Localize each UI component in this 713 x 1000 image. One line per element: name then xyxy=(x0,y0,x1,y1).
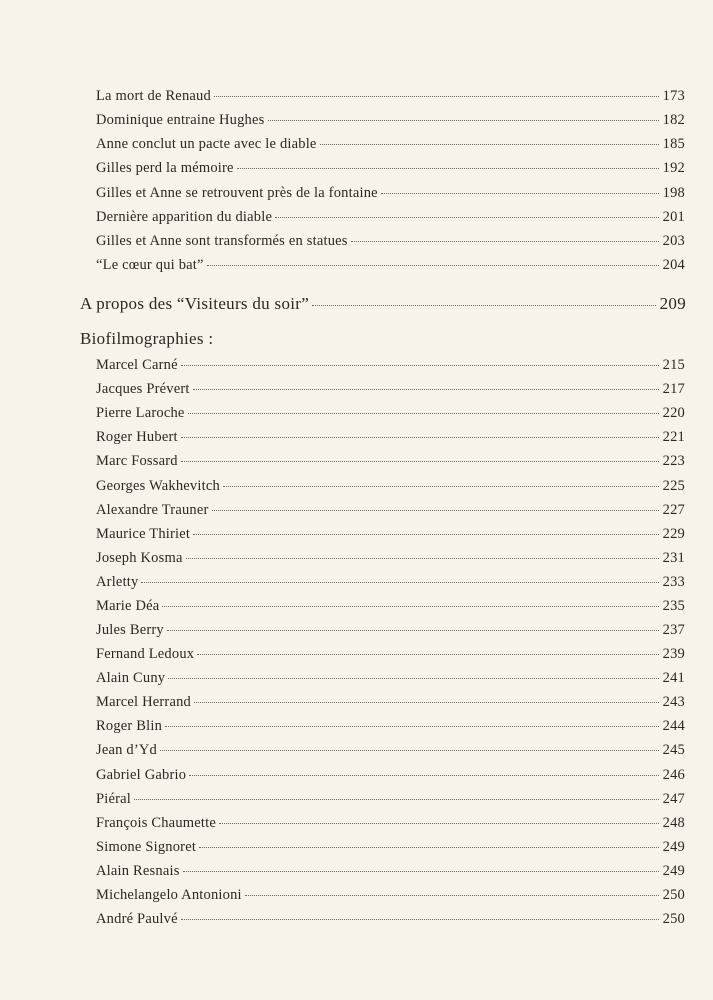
dot-leader xyxy=(189,775,658,776)
dot-leader xyxy=(193,389,659,390)
toc-entry-page-number: 192 xyxy=(662,160,685,176)
toc-entry-page-number: 245 xyxy=(662,742,685,758)
dot-leader xyxy=(312,305,656,306)
toc-entry-title: Piéral xyxy=(96,791,132,807)
toc-entry-title: Gabriel Gabrio xyxy=(96,767,187,783)
toc-entry xyxy=(96,887,685,904)
toc-entry-title: Jacques Prévert xyxy=(96,381,190,397)
toc-entry-page-number: 198 xyxy=(662,185,685,201)
toc-entry-title: La mort de Renaud xyxy=(96,88,211,104)
toc-entry-page-number: 244 xyxy=(662,718,685,734)
dot-leader xyxy=(181,919,659,920)
toc-entry-page-number: 182 xyxy=(662,112,685,128)
dot-leader xyxy=(188,413,659,414)
toc-entry-title: François Chaumette xyxy=(96,815,216,831)
toc-entry xyxy=(96,381,685,398)
toc-entry-title: Marcel Carné xyxy=(96,357,178,373)
toc-entry-page-number: 225 xyxy=(662,478,685,494)
dot-leader xyxy=(268,120,659,121)
toc-entry-title: André Paulvé xyxy=(96,911,178,927)
toc-entry xyxy=(96,815,685,832)
toc-entry-page-number: 173 xyxy=(662,88,685,104)
toc-entry-page-number: 204 xyxy=(662,257,685,273)
toc-entry xyxy=(96,839,685,856)
toc-entry-title: “Le cœur qui bat” xyxy=(96,257,204,273)
toc-entry xyxy=(96,670,685,687)
dot-leader xyxy=(351,241,659,242)
toc-entry xyxy=(96,718,685,735)
dot-leader xyxy=(245,895,659,896)
toc-entry-title: Georges Wakhevitch xyxy=(96,478,220,494)
dot-leader xyxy=(320,144,659,145)
toc-entry-title: Maurice Thiriet xyxy=(96,526,191,542)
toc-entry xyxy=(96,574,685,591)
dot-leader xyxy=(223,486,659,487)
toc-entry xyxy=(96,185,685,202)
toc-entry-page-number: 185 xyxy=(662,136,685,152)
toc-entry-page-number: 220 xyxy=(662,405,685,421)
dot-leader xyxy=(141,582,658,583)
dot-leader xyxy=(181,437,659,438)
toc-entry xyxy=(96,257,685,274)
toc-section-entry xyxy=(80,294,686,314)
toc-entry xyxy=(96,550,685,567)
dot-leader xyxy=(212,510,659,511)
toc-entry xyxy=(96,233,685,250)
dot-leader xyxy=(181,461,659,462)
toc-entry-title: Gilles perd la mémoire xyxy=(96,160,234,176)
toc-entry xyxy=(96,767,685,784)
toc-entry-page-number: 249 xyxy=(662,863,685,879)
toc-entry-page-number: 247 xyxy=(662,791,685,807)
toc-entry-page-number: 223 xyxy=(662,453,685,469)
toc-entry-title: Marcel Herrand xyxy=(96,694,191,710)
toc-entry xyxy=(96,911,685,928)
toc-entry-page-number: 235 xyxy=(662,598,685,614)
toc-entry-title: Arletty xyxy=(96,574,139,590)
toc-entry-page-number: 231 xyxy=(662,550,685,566)
dot-leader xyxy=(237,168,659,169)
dot-leader xyxy=(199,847,659,848)
toc-entry xyxy=(96,622,685,639)
toc-entry-title: Jules Berry xyxy=(96,622,164,638)
dot-leader xyxy=(219,823,659,824)
toc-entry xyxy=(96,478,685,495)
toc-entry xyxy=(96,598,685,615)
toc-entry xyxy=(96,453,685,470)
toc-entry xyxy=(96,112,685,129)
toc-entry-page-number: 233 xyxy=(662,574,685,590)
toc-entry-page-number: 201 xyxy=(662,209,685,225)
toc-entry-page-number: 239 xyxy=(662,646,685,662)
toc-entry-title: Jean d’Yd xyxy=(96,742,157,758)
dot-leader xyxy=(134,799,659,800)
toc-entry xyxy=(96,160,685,177)
toc-entry-title: Joseph Kosma xyxy=(96,550,183,566)
toc-entry xyxy=(96,742,685,759)
toc-entry-title: Gilles et Anne se retrouvent près de la fontaine xyxy=(96,185,378,201)
dot-leader xyxy=(194,702,659,703)
toc-entry-title: Anne conclut un pacte avec le diable xyxy=(96,136,317,152)
toc-entry-title: Alain Resnais xyxy=(96,863,180,879)
dot-leader xyxy=(193,534,659,535)
dot-leader xyxy=(197,654,658,655)
toc-entry-title: Michelangelo Antonioni xyxy=(96,887,242,903)
toc-entry-title: Alain Cuny xyxy=(96,670,166,686)
toc-entry-title: Marie Déa xyxy=(96,598,160,614)
dot-leader xyxy=(186,558,659,559)
toc-entry-title: Marc Fossard xyxy=(96,453,178,469)
dot-leader xyxy=(165,726,659,727)
toc-entry xyxy=(96,526,685,543)
toc-section-page-number: 209 xyxy=(659,294,686,313)
toc-entry xyxy=(96,646,685,663)
dot-leader xyxy=(162,606,658,607)
dot-leader xyxy=(381,193,659,194)
toc-entry xyxy=(96,136,685,153)
dot-leader xyxy=(183,871,659,872)
toc-entry-page-number: 250 xyxy=(662,911,685,927)
dot-leader xyxy=(167,630,659,631)
toc-entry-page-number: 248 xyxy=(662,815,685,831)
toc-entry-title: Simone Signoret xyxy=(96,839,197,855)
toc-entry-title: Gilles et Anne sont transformés en statues xyxy=(96,233,348,249)
section-heading: Biofilmographies : xyxy=(80,329,214,348)
toc-entry xyxy=(96,405,685,422)
toc-entry-page-number: 250 xyxy=(662,887,685,903)
toc-entry-title: Dernière apparition du diable xyxy=(96,209,273,225)
toc-entry-page-number: 243 xyxy=(662,694,685,710)
toc-entry-page-number: 203 xyxy=(662,233,685,249)
toc-entry-page-number: 241 xyxy=(662,670,685,686)
dot-leader xyxy=(160,750,659,751)
toc-entry-page-number: 229 xyxy=(662,526,685,542)
toc-entry-page-number: 249 xyxy=(662,839,685,855)
toc-entry-title: Alexandre Trauner xyxy=(96,502,209,518)
toc-entry xyxy=(96,88,685,105)
toc-entry xyxy=(96,502,685,519)
toc-entry-page-number: 246 xyxy=(662,767,685,783)
toc-entry xyxy=(96,429,685,446)
toc-section-title: A propos des “Visiteurs du soir” xyxy=(80,294,310,313)
toc-entry-title: Roger Hubert xyxy=(96,429,178,445)
dot-leader xyxy=(181,365,659,366)
toc-entry-page-number: 237 xyxy=(662,622,685,638)
dot-leader xyxy=(207,265,659,266)
toc-entry xyxy=(96,209,685,226)
toc-entry-page-number: 215 xyxy=(662,357,685,373)
toc-entry-page-number: 217 xyxy=(662,381,685,397)
dot-leader xyxy=(168,678,658,679)
toc-entry-page-number: 227 xyxy=(662,502,685,518)
toc-entry-title: Pierre Laroche xyxy=(96,405,185,421)
toc-entry-page-number: 221 xyxy=(662,429,685,445)
dot-leader xyxy=(275,217,659,218)
toc-entry-title: Fernand Ledoux xyxy=(96,646,195,662)
toc-entry-title: Roger Blin xyxy=(96,718,163,734)
toc-entry xyxy=(96,863,685,880)
toc-entry xyxy=(96,694,685,711)
toc-entry-title: Dominique entraine Hughes xyxy=(96,112,265,128)
toc-entry xyxy=(96,357,685,374)
toc-entry xyxy=(96,791,685,808)
dot-leader xyxy=(214,96,659,97)
